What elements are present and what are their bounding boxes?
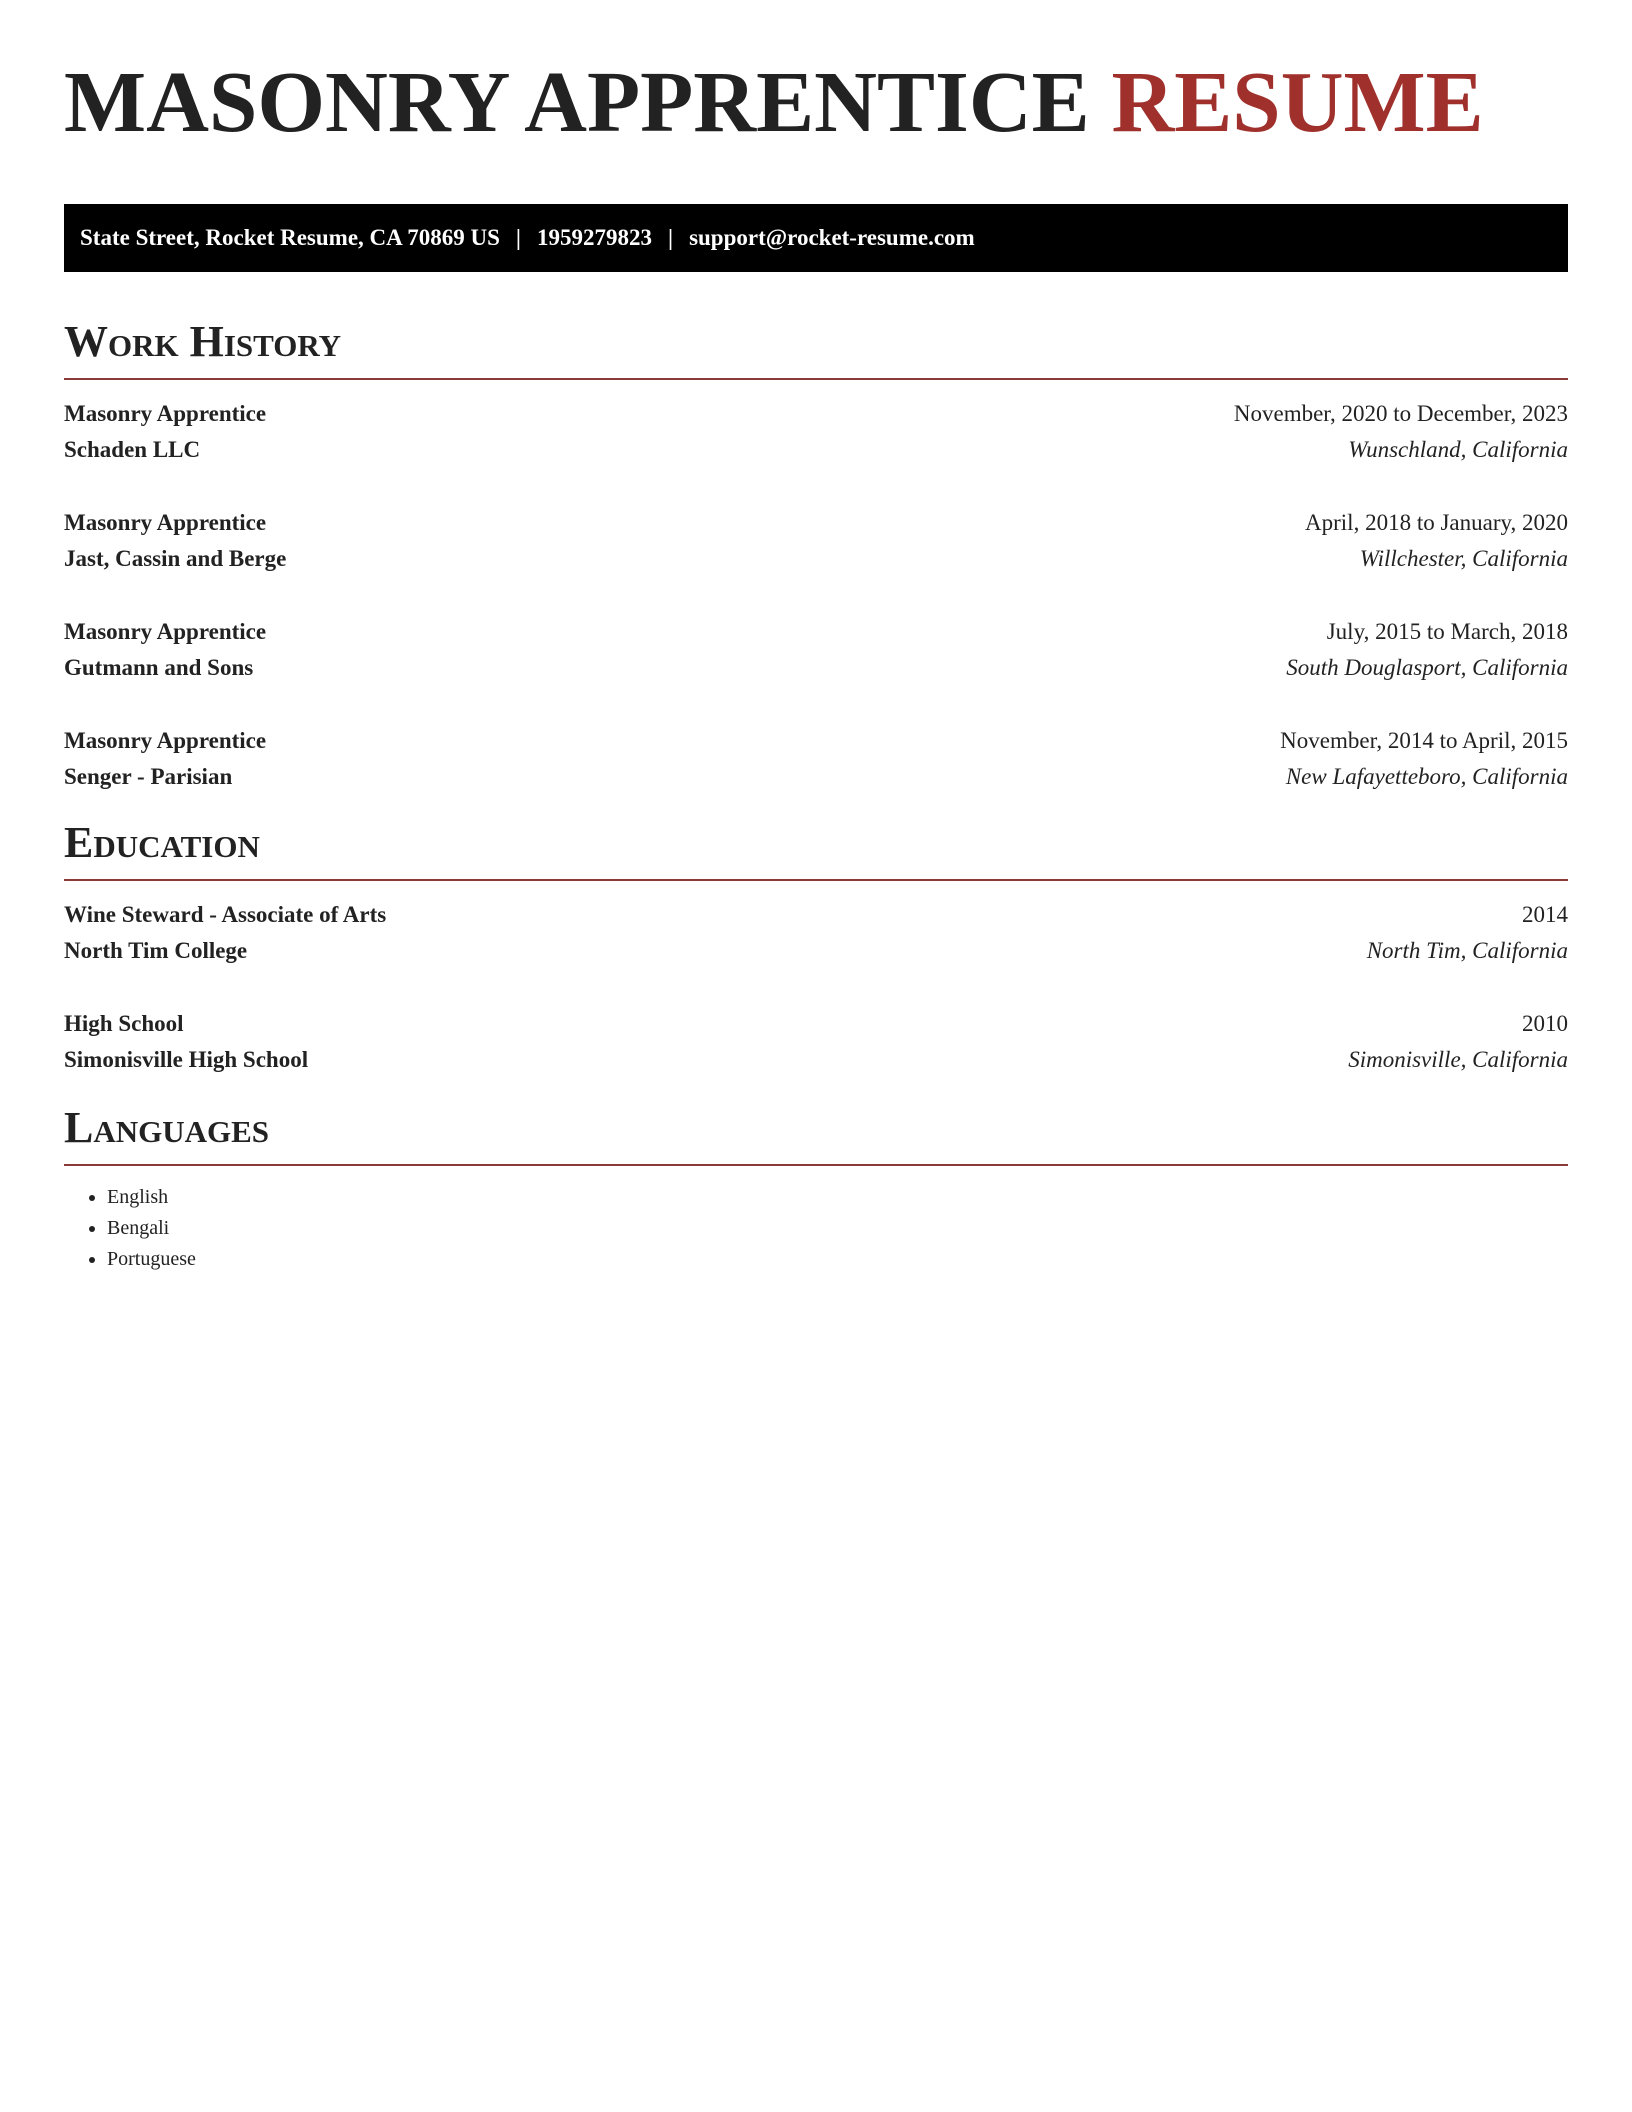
work-history-section — [64, 316, 1568, 795]
education-entry — [64, 1006, 1568, 1078]
job-company: Jast, Cassin and Berge — [64, 546, 287, 571]
job-company: Schaden LLC — [64, 437, 201, 462]
education-school: North Tim College — [64, 938, 248, 963]
contact-email: support@rocket-resume.com — [689, 225, 975, 250]
education-year: 2010 — [1522, 1011, 1568, 1036]
job-dates: November, 2020 to December, 2023 — [1233, 401, 1568, 426]
education-location: Simonisville, California — [1348, 1047, 1568, 1072]
job-location: South Douglasport, California — [1286, 655, 1568, 680]
job-position: Masonry Apprentice — [64, 619, 267, 644]
contact-separator: | — [515, 225, 521, 250]
education-degree: Wine Steward - Associate of Arts — [64, 902, 387, 927]
job-position: Masonry Apprentice — [64, 728, 267, 753]
languages-section — [64, 1102, 1568, 1275]
education-degree: High School — [64, 1011, 184, 1036]
contact-phone: 1959279823 — [536, 225, 652, 250]
education-entry — [64, 897, 1568, 969]
section-heading-work-history: Work History — [64, 317, 342, 366]
contact-bar — [64, 204, 1568, 272]
language-item: • Bengali — [107, 1213, 1568, 1244]
section-divider — [64, 1164, 1568, 1166]
job-dates: April, 2018 to January, 2020 — [1305, 510, 1568, 535]
language-item: • English — [107, 1182, 1568, 1213]
job-location: Willchester, California — [1359, 546, 1568, 571]
work-history-entries — [64, 396, 1568, 795]
work-entry — [64, 396, 1568, 468]
contact-address: State Street, Rocket Resume, CA 70869 US — [80, 225, 500, 250]
education-year: 2014 — [1522, 902, 1568, 927]
languages-list — [64, 1182, 1568, 1275]
section-divider — [64, 879, 1568, 881]
contact-separator: | — [667, 225, 674, 250]
section-heading-languages: Languages — [64, 1103, 270, 1152]
work-entry — [64, 505, 1568, 577]
section-heading-education: Education — [64, 818, 260, 867]
job-location: Wunschland, California — [1348, 437, 1568, 462]
job-dates: November, 2014 to April, 2015 — [1280, 728, 1568, 753]
job-position: Masonry Apprentice — [64, 510, 267, 535]
job-dates: July, 2015 to March, 2018 — [1326, 619, 1568, 644]
section-divider — [64, 378, 1568, 380]
work-entry — [64, 614, 1568, 686]
job-company: Senger - Parisian — [64, 764, 233, 789]
work-entry — [64, 723, 1568, 795]
education-school: Simonisville High School — [64, 1047, 309, 1072]
education-section — [64, 817, 1568, 1078]
language-item: • Portuguese — [107, 1244, 1568, 1275]
education-entries — [64, 897, 1568, 1078]
title-accent: RESUME — [1111, 53, 1484, 150]
title-main: MASONRY APPRENTICE — [64, 53, 1090, 150]
job-location: New Lafayetteboro, California — [1285, 764, 1568, 789]
resume-title — [64, 54, 1568, 150]
job-company: Gutmann and Sons — [64, 655, 254, 680]
education-location: North Tim, California — [1366, 938, 1568, 963]
job-position: Masonry Apprentice — [64, 401, 267, 426]
